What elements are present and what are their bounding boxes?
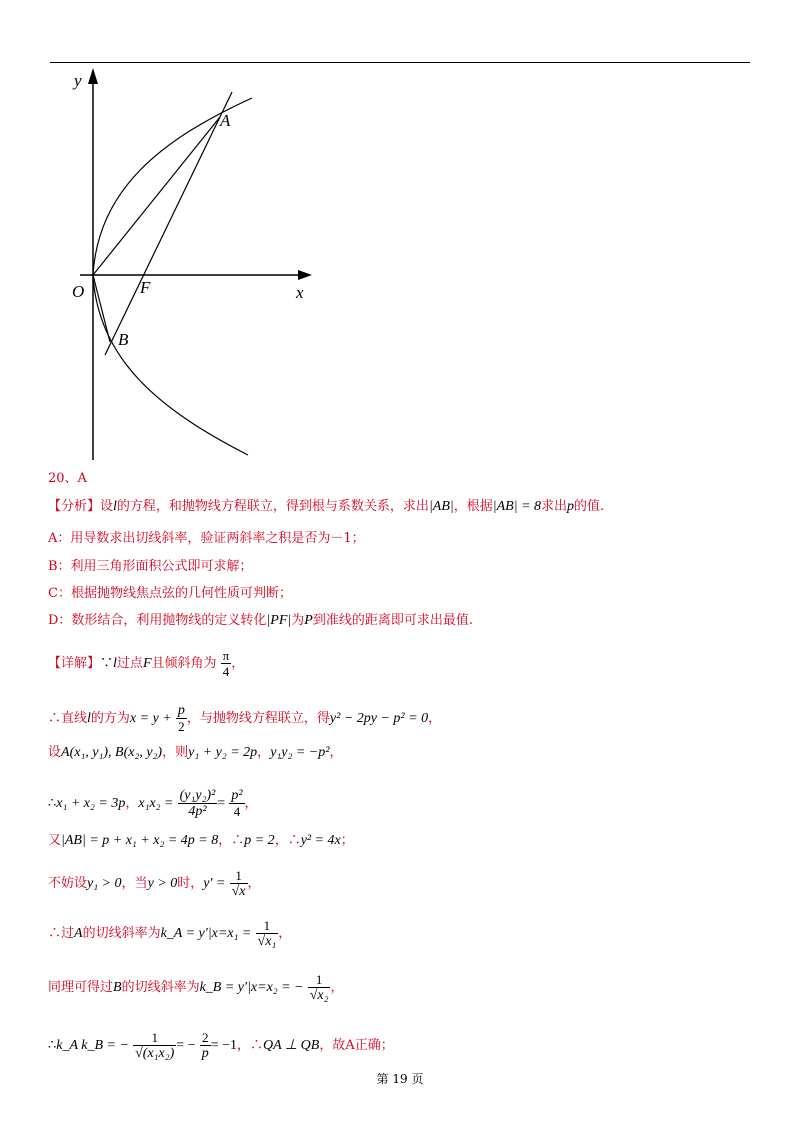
fraction-p2-4: $\frac{\text{p²}}{4}$ — [231, 788, 243, 819]
option-d-text: 为 — [291, 613, 305, 628]
math-ab-length: |AB| = p + x₁ + x₂ = 4p = 8 — [61, 833, 219, 848]
detail-line-9: ∴k_A k_B = − $\frac{1}{\text{√(x₁x₂)}}$ = − $\frac{2}{p}$ = −1，∴QA ⊥ QB，故A正确； — [48, 1030, 394, 1061]
fraction-1-sqrtx2: $\frac{1}{\text{√x₂}}$ — [309, 972, 329, 1003]
option-d-text: D：数形结合，利用抛物线的定义转化 — [48, 613, 267, 628]
detail-text: ，则 — [162, 745, 189, 760]
math-f: F — [142, 656, 152, 671]
math-a: A — [74, 926, 83, 941]
fraction-1-sqrtx1: $\frac{1}{\text{√x₁}}$ — [257, 918, 277, 949]
analysis-text: 求出 — [541, 499, 568, 514]
math-l: l — [113, 656, 117, 671]
detail-line-6: 不妨设y₁ > 0，当y > 0时，y′ = $\frac{1}{√x}$ ， — [48, 868, 261, 899]
detail-text: 的方为 — [90, 711, 130, 726]
math-points: A(x₁, y₁), B(x₂, y₂) — [61, 745, 163, 760]
option-b — [48, 558, 253, 576]
segment-ob — [93, 275, 110, 342]
math-abs-pf: |PF| — [266, 613, 292, 628]
detail-text: 同理可得过 — [48, 980, 114, 995]
math-p-value: p = 2 — [244, 833, 275, 848]
math-kakb: k_A k_B = − — [56, 1038, 129, 1053]
label-y: y — [74, 71, 82, 90]
fraction-1-sqrtx1x2: $\frac{1}{\text{√(x₁x₂)}}$ — [135, 1030, 175, 1061]
x-axis-arrow-icon — [298, 270, 312, 280]
option-a-text: A：用导数求出切线斜率，验证两斜率之积是否为－1； — [48, 531, 365, 546]
analysis-text: 的值. — [574, 499, 605, 514]
math-perpendicular: QA ⊥ QB — [263, 1038, 320, 1053]
analysis-text: 的方程，和抛物线方程联立，得到根与系数关系，求出 — [116, 499, 429, 514]
math-x-product: x₁x₂ = — [138, 796, 174, 811]
math-kb: k_B = y′|x=x₂ = − — [199, 980, 304, 995]
math-abs-ab-eq: |AB| = 8 — [492, 499, 542, 514]
parabola-curve — [93, 98, 252, 455]
fraction-1-sqrtx: $\frac{1}{√x}$ — [231, 868, 246, 899]
detail-line-8: 同理可得过B的切线斜率为k_B = y′|x=x₂ = − $\frac{1}{\text{√x₂}}$ ， — [48, 972, 344, 1003]
label-x: x — [296, 283, 304, 302]
detail-text: 又 — [48, 833, 62, 848]
detail-text: ，故A正确； — [319, 1038, 394, 1053]
math-derivative: y′ = — [203, 876, 226, 891]
label-origin: O — [72, 282, 85, 301]
option-a — [48, 530, 365, 548]
therefore-symbol: ∴ — [48, 1038, 57, 1053]
detail-text: 且倾斜角为 — [151, 656, 217, 671]
detail-text: ∴过 — [48, 926, 75, 941]
math-quadratic: y² − 2py − p² = 0 — [329, 711, 429, 726]
detail-line-5: 又|AB| = p + x₁ + x₂ = 4p = 8，∴p = 2，∴y² = 4x； — [48, 833, 354, 848]
option-d-text: 到准线的距离即可求出最值. — [312, 613, 473, 628]
detail-tag: 【详解】 — [48, 656, 101, 671]
detail-line-2: ∴直线l的方为x = y + $\frac{p}{2}$ ，与抛物线方程联立，得y² − 2py − p² = 0， — [48, 703, 442, 734]
y-axis-arrow-icon — [88, 68, 98, 84]
detail-line-7: ∴过A的切线斜率为k_A = y′|x=x₁ = $\frac{1}{\text{√x₁}}$ ， — [48, 918, 292, 949]
math-l: l — [87, 711, 91, 726]
question-number — [48, 470, 87, 488]
because-symbol: ∵ — [100, 656, 114, 671]
detail-text: ，与抛物线方程联立，得 — [186, 711, 330, 726]
label-a: A — [220, 111, 231, 130]
label-b: B — [118, 330, 129, 349]
math-p: p — [567, 499, 575, 514]
detail-text: 不妨设 — [48, 876, 88, 891]
math-line-eq: x = y + — [129, 711, 172, 726]
math-product: y₁y₂ = −p² — [270, 745, 330, 760]
math-l: l — [113, 499, 117, 514]
math-sum: y₁ + y₂ = 2p — [188, 745, 258, 760]
detail-text: 设 — [48, 745, 62, 760]
fraction-2-p: $\frac{2}{p}$ — [201, 1030, 209, 1061]
detail-text: ∴直线 — [48, 711, 88, 726]
question-number-text: 20、A — [48, 471, 87, 486]
analysis-text: ，根据 — [453, 499, 493, 514]
math-x-sum: x₁ + x₂ = 3p — [56, 796, 126, 811]
math-parabola: y² = 4x — [300, 833, 341, 848]
analysis-text: 设 — [100, 499, 114, 514]
option-b-text: B：利用三角形面积公式即可求解； — [48, 559, 253, 574]
detail-line-4: ∴x₁ + x₂ = 3p，x₁x₂ = $\frac{\text{(y₁y₂)²}}{\text{4p²}}$ = $\frac{\text{p²}}{4}$ ， — [48, 788, 258, 819]
detail-text: 过点 — [116, 656, 143, 671]
analysis-line — [48, 498, 604, 516]
detail-line-3: 设A(x₁, y₁), B(x₂, y₂)，则y₁ + y₂ = 2p，y₁y₂ = −p²， — [48, 745, 343, 760]
segment-oa — [93, 117, 220, 275]
fraction-y1y2-sq: $\frac{\text{(y₁y₂)²}}{\text{4p²}}$ — [179, 788, 216, 819]
math-y1-positive: y₁ > 0 — [87, 876, 122, 891]
focal-chord-ab — [105, 92, 232, 355]
fraction-pi-4: $\frac{\pi}{4}$ — [222, 648, 230, 679]
option-c-text: C：根据抛物线焦点弦的几何性质可判断； — [48, 586, 292, 601]
math-p-point: P — [304, 613, 313, 628]
parabola-figure — [40, 60, 340, 460]
math-y-positive: y > 0 — [147, 876, 178, 891]
analysis-tag: 【分析】 — [48, 499, 101, 514]
math-abs-ab: |AB| — [428, 499, 454, 514]
option-c — [48, 585, 292, 603]
option-d — [48, 612, 473, 630]
label-focus: F — [140, 278, 151, 297]
detail-line-1: 【详解】∵l过点F且倾斜角为 $\frac{\pi}{4}$ ， — [48, 648, 245, 679]
math-b: B — [113, 980, 122, 995]
page-footer: 第 19 页 — [376, 1072, 424, 1086]
math-ka: k_A = y′|x=x₁ = — [160, 926, 252, 941]
fraction-p-2: $\frac{p}{2}$ — [177, 703, 185, 734]
therefore-symbol: ∴ — [48, 796, 57, 811]
